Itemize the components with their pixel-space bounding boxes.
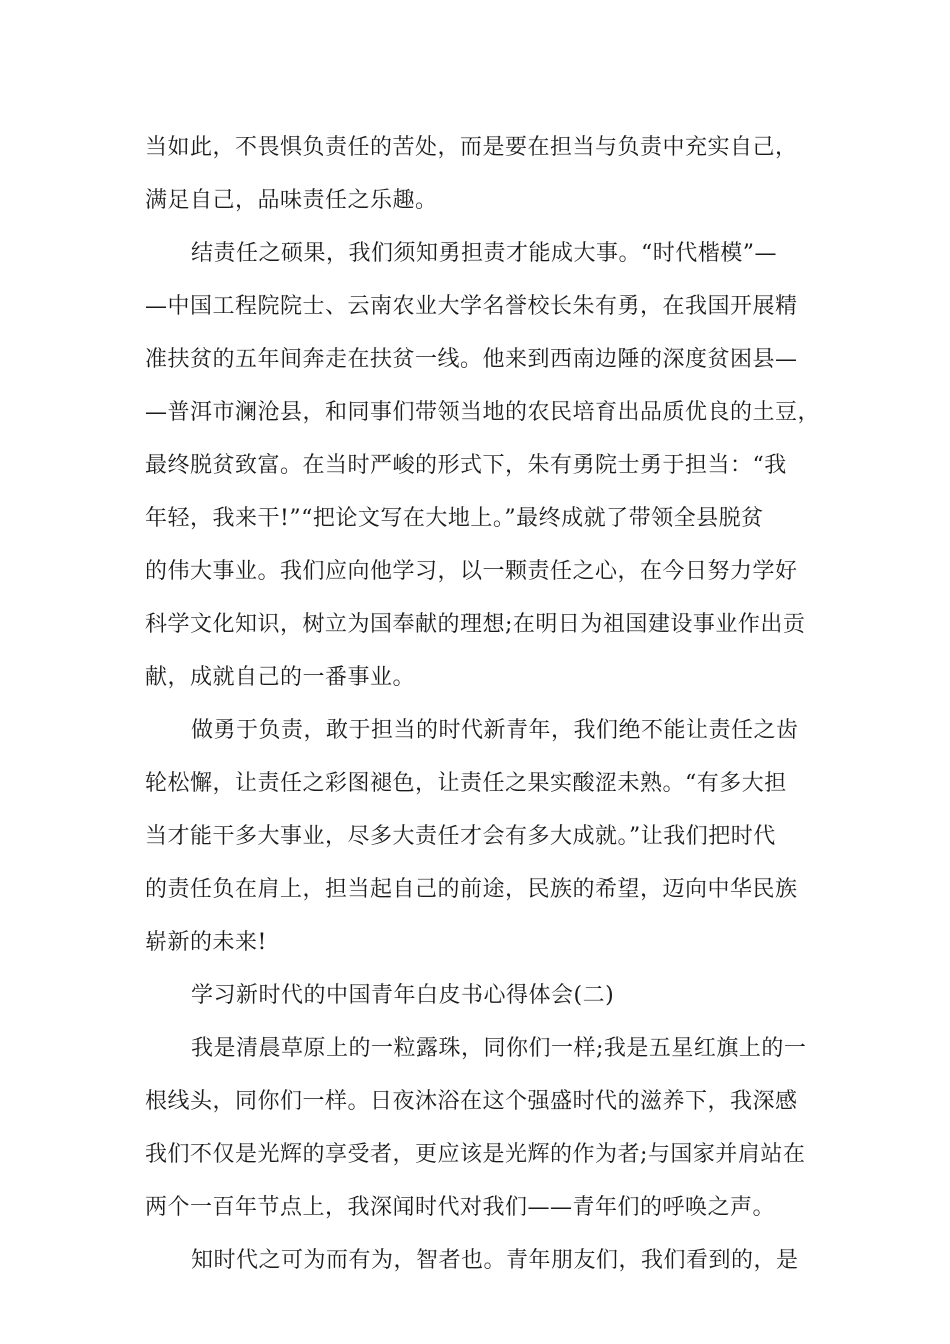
paragraph-line: 根线头，同你们一样。日夜沐浴在这个强盛时代的滋养下，我深感 xyxy=(145,1089,798,1114)
paragraph-line: 两个一百年节点上，我深闻时代对我们——青年们的呼唤之声。 xyxy=(145,1195,776,1220)
paragraph-line: 崭新的未来! xyxy=(145,930,267,955)
paragraph-line: 知时代之可为而有为，智者也。青年朋友们，我们看到的，是 xyxy=(191,1248,799,1273)
paragraph-line: 当才能干多大事业，尽多大责任才会有多大成就。”让我们把时代 xyxy=(145,824,776,849)
paragraph-line: 最终脱贫致富。在当时严峻的形式下，朱有勇院士勇于担当：“我 xyxy=(145,453,787,478)
paragraph-line: —普洱市澜沧县，和同事们带领当地的农民培育出品质优良的土豆， xyxy=(145,400,821,425)
paragraph-line: 做勇于负责，敢于担当的时代新青年，我们绝不能让责任之齿 xyxy=(191,718,799,743)
paragraph-line: 轮松懈，让责任之彩图褪色，让责任之果实酸涩未熟。“有多大担 xyxy=(145,771,787,796)
paragraph-line: 我是清晨草原上的一粒露珠，同你们一样;我是五星红旗上的一 xyxy=(191,1036,807,1061)
paragraph-line: 我们不仅是光辉的享受者，更应该是光辉的作为者;与国家并肩站在 xyxy=(145,1142,806,1167)
paragraph-line: 年轻，我来干!”“把论文写在大地上。”最终成就了带领全县脱贫 xyxy=(145,506,764,531)
paragraph-line: 献，成就自己的一番事业。 xyxy=(145,665,416,690)
paragraph-line: 科学文化知识，树立为国奉献的理想;在明日为祖国建设事业作出贡 xyxy=(145,612,806,637)
paragraph-line: 准扶贫的五年间奔走在扶贫一线。他来到西南边陲的深度贫困县— xyxy=(145,347,798,372)
paragraph-line: 的责任负在肩上，担当起自己的前途，民族的希望，迈向中华民族 xyxy=(145,877,798,902)
paragraph-line: —中国工程院院士、云南农业大学名誉校长朱有勇，在我国开展精 xyxy=(145,294,798,319)
paragraph-line: 当如此，不畏惧负责任的苦处，而是要在担当与负责中充实自己， xyxy=(145,135,798,160)
paragraph-line: 满足自己，品味责任之乐趣。 xyxy=(145,188,438,213)
paragraph-line: 结责任之硕果，我们须知勇担责才能成大事。“时代楷模”— xyxy=(191,241,777,266)
section-heading: 学习新时代的中国青年白皮书心得体会(二) xyxy=(191,983,615,1008)
paragraph-line: 的伟大事业。我们应向他学习，以一颗责任之心，在今日努力学好 xyxy=(145,559,798,584)
